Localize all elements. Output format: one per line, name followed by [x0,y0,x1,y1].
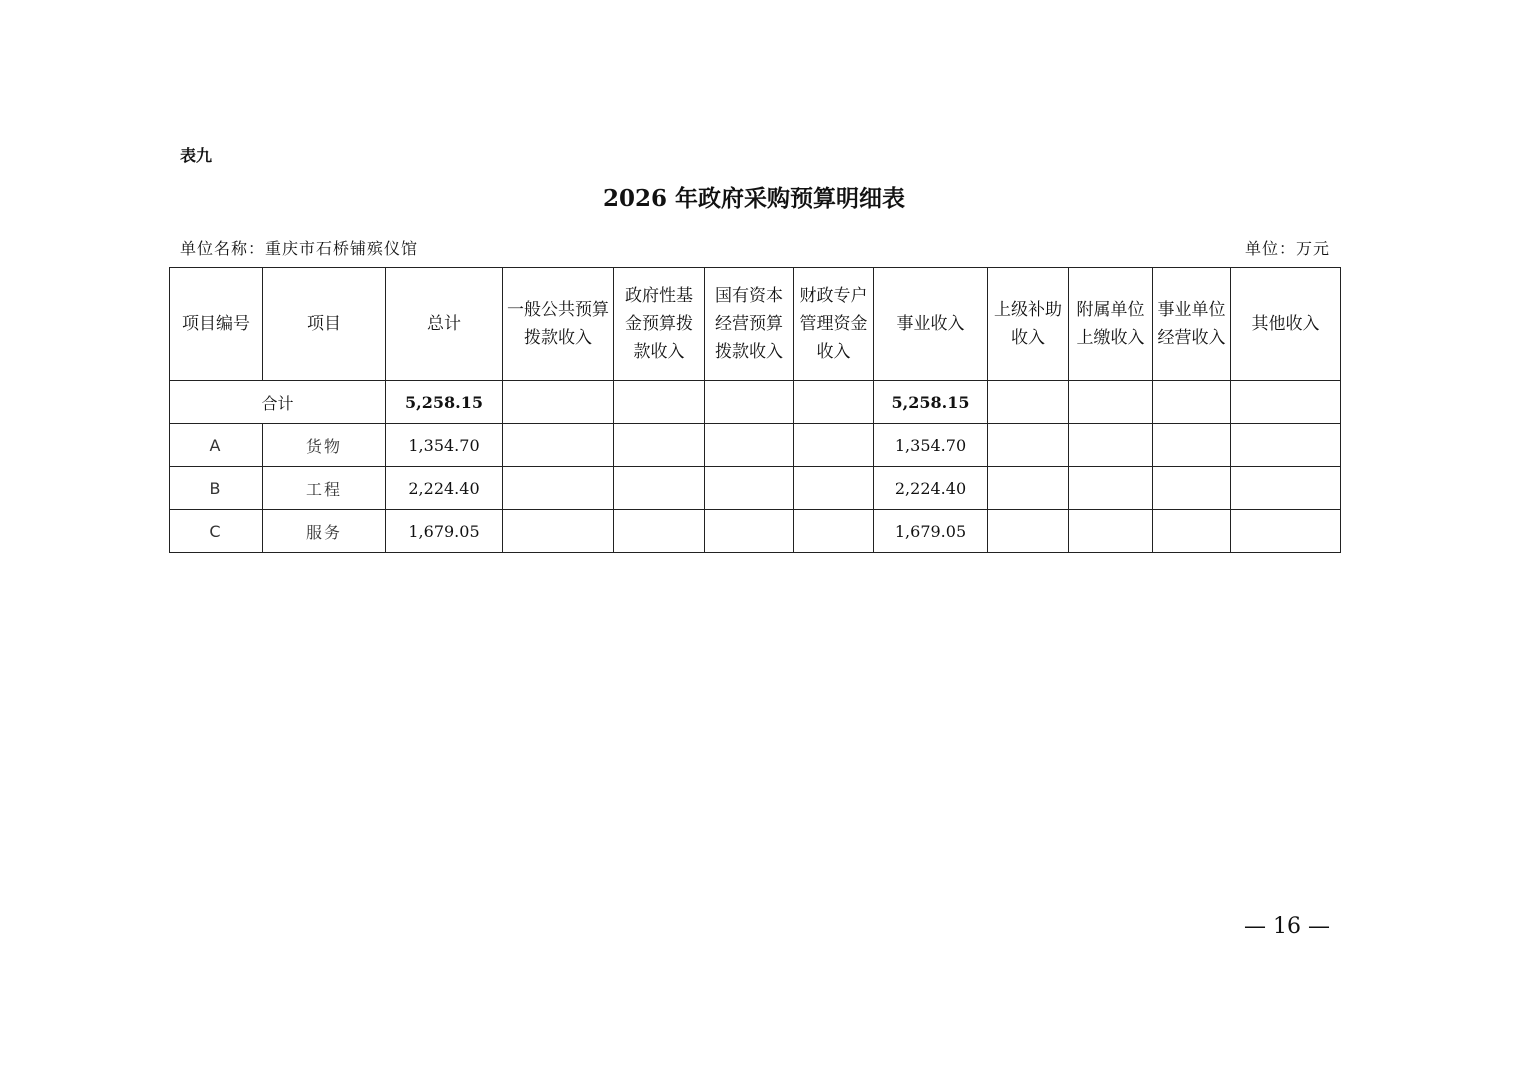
empty-cell [1153,510,1231,553]
table-header-row [170,268,1341,381]
header-total: 总计 [386,268,503,381]
empty-cell [988,510,1069,553]
table-row [170,467,1341,510]
empty-cell [614,467,705,510]
empty-cell [705,424,794,467]
empty-cell [1153,381,1231,424]
business-income-cell: 1,679.05 [874,510,988,553]
unit-name: 单位名称：重庆市石桥铺殡仪馆 [180,239,419,258]
total-label: 合计 [170,381,386,424]
item-code-cell: B [170,467,263,510]
empty-cell [614,424,705,467]
header-state-capital: 国有资本经营预算拨款收入 [705,268,794,381]
empty-cell [1069,467,1153,510]
total-row [170,381,1341,424]
item-code-cell: C [170,510,263,553]
procurement-budget-table [169,267,1341,553]
table-label: 表九 [180,146,213,165]
item-cell: 服务 [263,510,386,553]
header-other-income: 其他收入 [1231,268,1341,381]
item-code-cell: A [170,424,263,467]
item-cell: 工程 [263,467,386,510]
header-fiscal-account: 财政专户管理资金收入 [794,268,874,381]
empty-cell [794,381,874,424]
empty-cell [794,424,874,467]
header-item: 项目 [263,268,386,381]
page-number: — 16 — [1244,914,1330,939]
empty-cell [1153,424,1231,467]
empty-cell [1153,467,1231,510]
empty-cell [503,467,614,510]
empty-cell [705,510,794,553]
business-income-cell: 1,354.70 [874,424,988,467]
empty-cell [1069,424,1153,467]
empty-cell [1231,424,1341,467]
empty-cell [503,510,614,553]
empty-cell [705,381,794,424]
page-title: 2026 年政府采购预算明细表 [602,185,906,212]
empty-cell [1231,510,1341,553]
empty-cell [794,467,874,510]
empty-cell [503,381,614,424]
empty-cell [705,467,794,510]
total-cell: 1,679.05 [386,510,503,553]
total-cell: 1,354.70 [386,424,503,467]
empty-cell [1231,381,1341,424]
empty-cell [1231,467,1341,510]
empty-cell [988,381,1069,424]
empty-cell [1069,381,1153,424]
empty-cell [988,467,1069,510]
header-business-operation: 事业单位经营收入 [1153,268,1231,381]
business-income-cell: 5,258.15 [874,381,988,424]
header-gov-fund: 政府性基金预算拨款收入 [614,268,705,381]
header-item-code: 项目编号 [170,268,263,381]
item-cell: 货物 [263,424,386,467]
empty-cell [503,424,614,467]
empty-cell [1069,510,1153,553]
header-superior-subsidy: 上级补助收入 [988,268,1069,381]
header-affiliated-payment: 附属单位上缴收入 [1069,268,1153,381]
total-cell: 2,224.40 [386,467,503,510]
header-general-budget: 一般公共预算拨款收入 [503,268,614,381]
empty-cell [794,510,874,553]
empty-cell [614,510,705,553]
header-business-income: 事业收入 [874,268,988,381]
empty-cell [988,424,1069,467]
unit-label: 单位：万元 [1244,239,1330,258]
total-cell: 5,258.15 [386,381,503,424]
table-row [170,424,1341,467]
business-income-cell: 2,224.40 [874,467,988,510]
empty-cell [614,381,705,424]
table-row [170,510,1341,553]
